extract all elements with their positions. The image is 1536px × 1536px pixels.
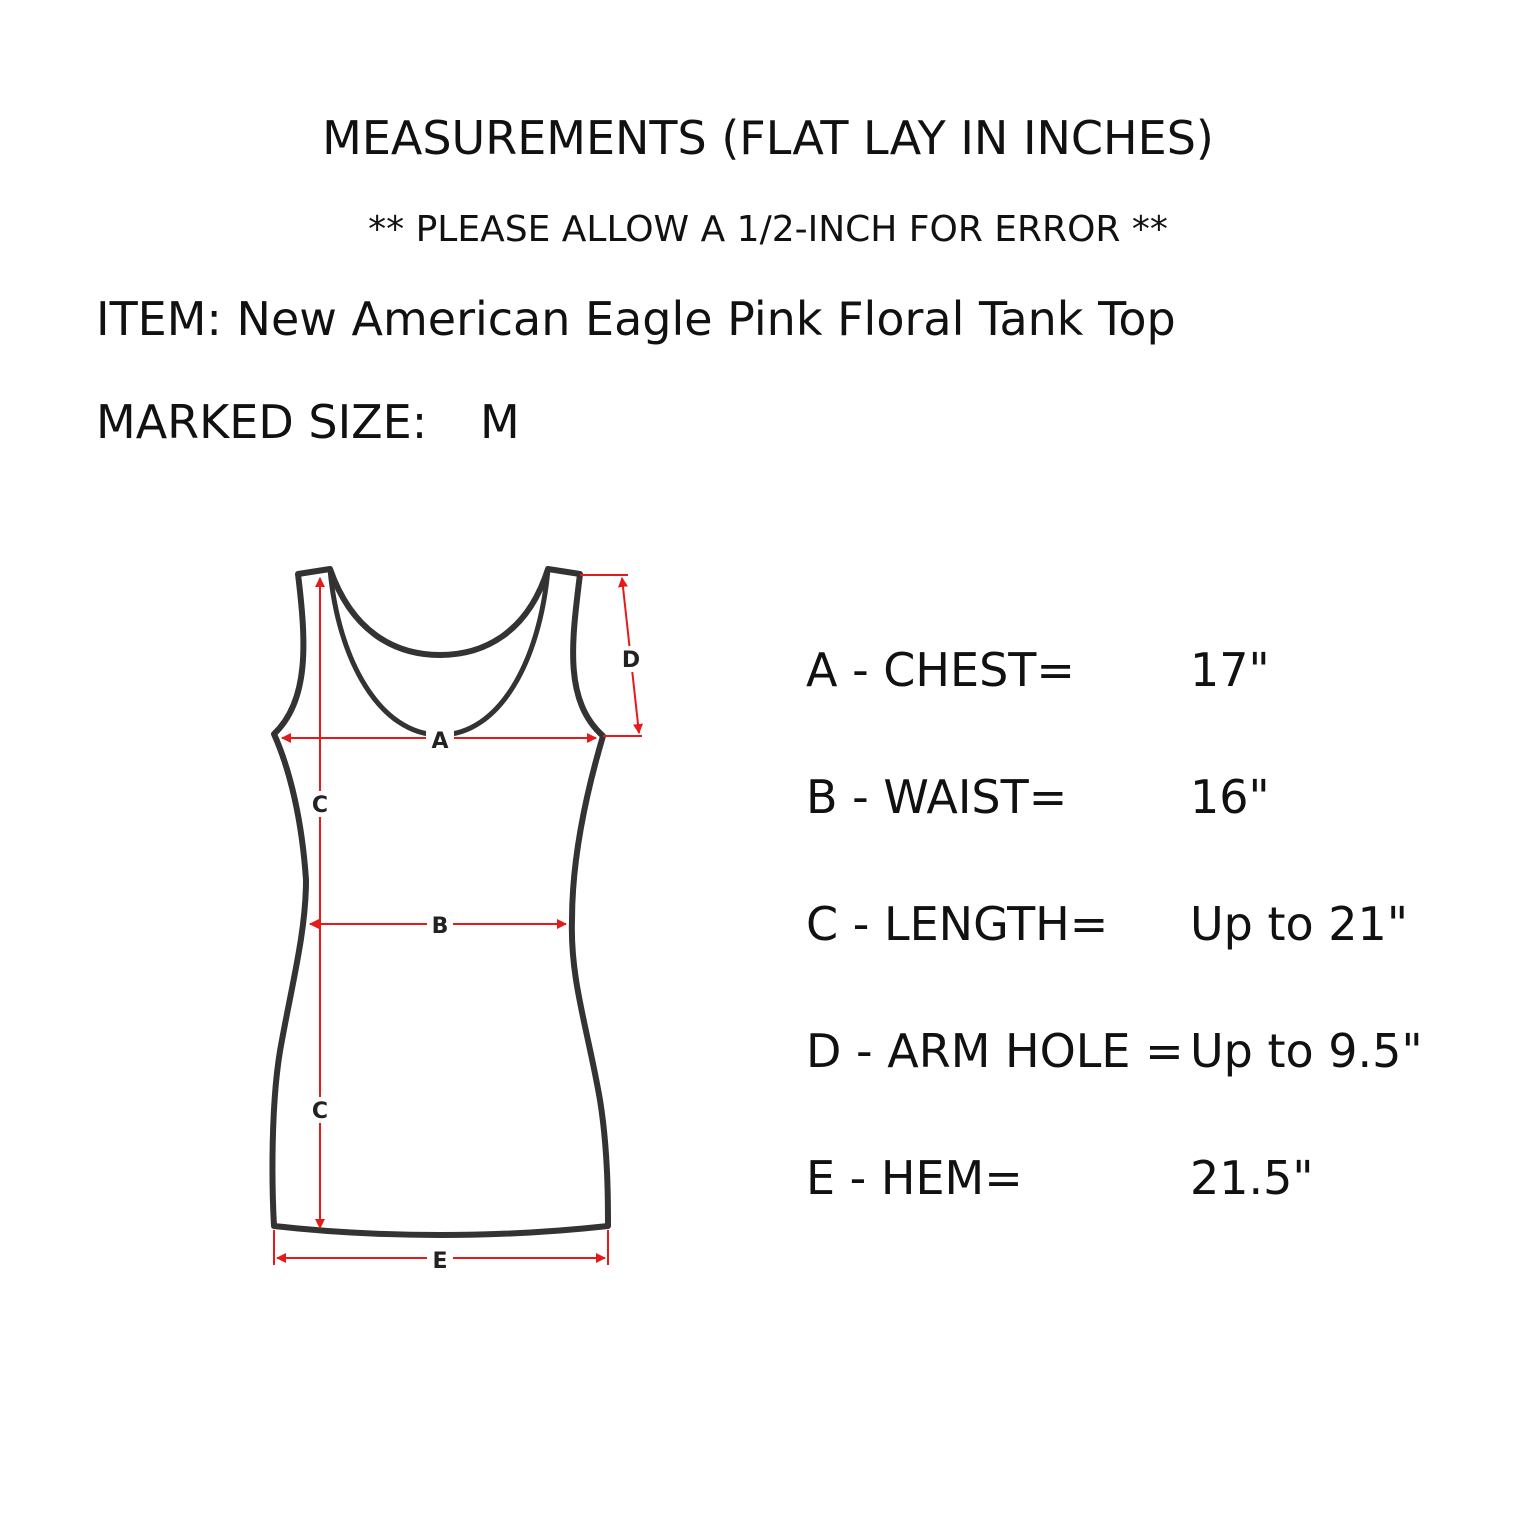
measurement-label: A - CHEST= [806,643,1075,697]
marked-size-value: M [480,395,520,449]
measurement-value: 21.5" [1190,1151,1314,1205]
error-note: ** PLEASE ALLOW A 1/2-INCH FOR ERROR ** [368,209,1168,250]
chest-letter: A [431,729,449,754]
measurement-value: 16" [1190,770,1270,824]
marked-size-label: MARKED SIZE: [96,395,428,449]
measurement-label: E - HEM= [806,1151,1023,1205]
armhole-letter: D [621,648,641,673]
measurement-label: C - LENGTH= [806,897,1109,951]
measurement-value: Up to 21" [1190,897,1408,951]
page-title: MEASUREMENTS (FLAT LAY IN INCHES) [322,111,1214,165]
length-letter-upper: C [311,793,329,818]
hem-letter: E [432,1249,448,1274]
measurement-value: Up to 9.5" [1190,1024,1423,1078]
length-letter-lower: C [311,1099,329,1124]
item-name: ITEM: New American Eagle Pink Floral Tank Top [96,292,1176,346]
waist-letter: B [431,914,449,939]
measurement-label: D - ARM HOLE = [806,1024,1184,1078]
tank-top-outline [272,569,608,1235]
measurement-label: B - WAIST= [806,770,1068,824]
measurement-value: 17" [1190,643,1270,697]
